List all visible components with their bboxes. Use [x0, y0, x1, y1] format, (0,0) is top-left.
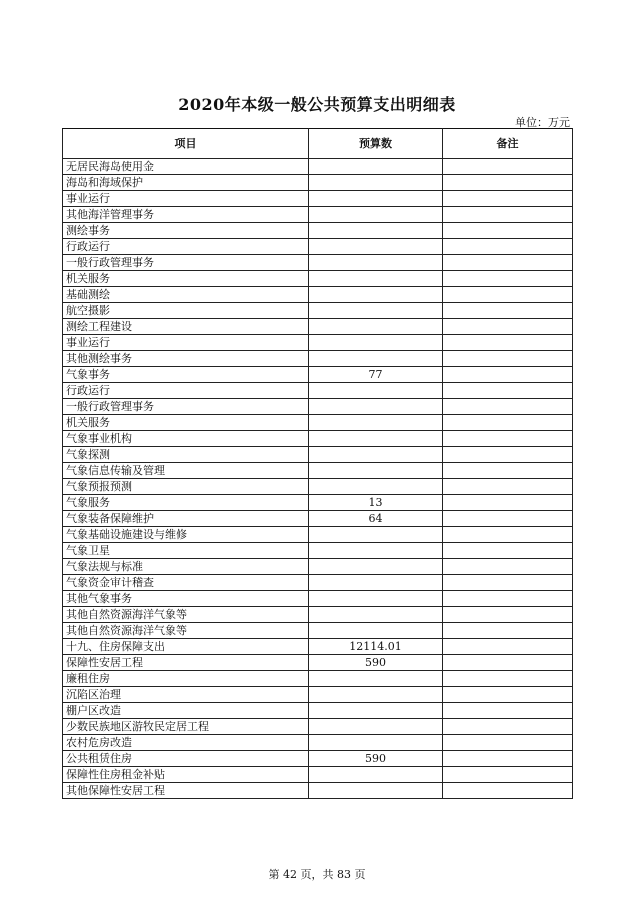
row-item: 少数民族地区游牧民定居工程 [63, 719, 309, 735]
table-row [63, 767, 573, 783]
row-amount [309, 319, 443, 335]
row-note [443, 431, 573, 447]
row-note [443, 399, 573, 415]
table-row [63, 575, 573, 591]
table-row [63, 351, 573, 367]
table-row [63, 447, 573, 463]
column-header-amount: 预算数 [309, 129, 443, 159]
row-amount: 77 [309, 367, 443, 383]
budget-table [62, 128, 573, 799]
row-note [443, 207, 573, 223]
row-item: 其他自然资源海洋气象等 [63, 607, 309, 623]
row-note [443, 719, 573, 735]
row-amount [309, 255, 443, 271]
row-item: 气象事务 [63, 367, 309, 383]
row-note [443, 623, 573, 639]
row-note [443, 527, 573, 543]
row-note [443, 639, 573, 655]
table-row [63, 655, 573, 671]
row-item: 农村危房改造 [63, 735, 309, 751]
row-note [443, 367, 573, 383]
row-item: 一般行政管理事务 [63, 399, 309, 415]
row-item: 气象法规与标准 [63, 559, 309, 575]
row-item: 保障性安居工程 [63, 655, 309, 671]
table-row [63, 159, 573, 175]
row-note [443, 671, 573, 687]
row-amount [309, 783, 443, 799]
row-item: 事业运行 [63, 335, 309, 351]
page-title: 2020年本级一般公共预算支出明细表 [178, 95, 456, 114]
row-amount [309, 671, 443, 687]
row-note [443, 783, 573, 799]
row-item: 机关服务 [63, 415, 309, 431]
row-note [443, 175, 573, 191]
row-item: 气象服务 [63, 495, 309, 511]
row-amount [309, 287, 443, 303]
row-note [443, 575, 573, 591]
row-item: 气象预报预测 [63, 479, 309, 495]
header-row [63, 129, 573, 159]
row-amount [309, 303, 443, 319]
row-amount: 590 [309, 655, 443, 671]
row-amount [309, 623, 443, 639]
table-row [63, 367, 573, 383]
row-amount [309, 527, 443, 543]
row-amount [309, 351, 443, 367]
table-row [63, 687, 573, 703]
row-amount [309, 207, 443, 223]
row-amount [309, 239, 443, 255]
table-row [63, 479, 573, 495]
table-row [63, 223, 573, 239]
row-amount [309, 719, 443, 735]
table-row [63, 527, 573, 543]
table-row [63, 783, 573, 799]
table-row [63, 671, 573, 687]
row-amount [309, 415, 443, 431]
table-row [63, 639, 573, 655]
column-header-note: 备注 [443, 129, 573, 159]
row-amount [309, 159, 443, 175]
row-note [443, 159, 573, 175]
row-note [443, 607, 573, 623]
row-item: 棚户区改造 [63, 703, 309, 719]
row-item: 公共租赁住房 [63, 751, 309, 767]
table-row [63, 543, 573, 559]
row-item: 气象资金审计稽查 [63, 575, 309, 591]
row-note [443, 591, 573, 607]
row-amount [309, 735, 443, 751]
table-row [63, 719, 573, 735]
row-amount: 12114.01 [309, 639, 443, 655]
table-row [63, 175, 573, 191]
row-amount: 590 [309, 751, 443, 767]
row-item: 沉陷区治理 [63, 687, 309, 703]
row-note [443, 303, 573, 319]
row-item: 气象基础设施建设与维修 [63, 527, 309, 543]
row-note [443, 687, 573, 703]
table-row [63, 319, 573, 335]
table-row [63, 255, 573, 271]
row-item: 测绘事务 [63, 223, 309, 239]
row-note [443, 271, 573, 287]
row-note [443, 191, 573, 207]
row-amount [309, 559, 443, 575]
row-item: 无居民海岛使用金 [63, 159, 309, 175]
row-amount [309, 575, 443, 591]
row-item: 事业运行 [63, 191, 309, 207]
table-row [63, 607, 573, 623]
table-row [63, 207, 573, 223]
table-row [63, 415, 573, 431]
row-item: 其他测绘事务 [63, 351, 309, 367]
row-note [443, 287, 573, 303]
row-amount [309, 703, 443, 719]
row-note [443, 255, 573, 271]
row-note [443, 415, 573, 431]
table-row [63, 703, 573, 719]
row-item: 航空摄影 [63, 303, 309, 319]
row-note [443, 383, 573, 399]
row-amount: 13 [309, 495, 443, 511]
row-note [443, 335, 573, 351]
table-row [63, 751, 573, 767]
row-amount [309, 383, 443, 399]
table-row [63, 735, 573, 751]
row-amount [309, 447, 443, 463]
row-item: 其他气象事务 [63, 591, 309, 607]
row-note [443, 559, 573, 575]
row-note [443, 703, 573, 719]
row-item: 十九、住房保障支出 [63, 639, 309, 655]
row-item: 行政运行 [63, 239, 309, 255]
row-amount [309, 767, 443, 783]
row-note [443, 767, 573, 783]
row-item: 基础测绘 [63, 287, 309, 303]
row-item: 气象事业机构 [63, 431, 309, 447]
row-item: 廉租住房 [63, 671, 309, 687]
table-row [63, 495, 573, 511]
row-amount [309, 543, 443, 559]
row-amount [309, 431, 443, 447]
row-note [443, 239, 573, 255]
row-item: 测绘工程建设 [63, 319, 309, 335]
table-row [63, 383, 573, 399]
row-amount [309, 479, 443, 495]
table-row [63, 271, 573, 287]
row-note [443, 495, 573, 511]
row-note [443, 543, 573, 559]
row-item: 海岛和海域保护 [63, 175, 309, 191]
row-amount [309, 687, 443, 703]
row-note [443, 735, 573, 751]
table-row [63, 399, 573, 415]
row-item: 气象装备保障维护 [63, 511, 309, 527]
table-row [63, 303, 573, 319]
row-amount: 64 [309, 511, 443, 527]
table-row [63, 511, 573, 527]
table-row [63, 335, 573, 351]
row-item: 其他自然资源海洋气象等 [63, 623, 309, 639]
table-row [63, 431, 573, 447]
row-note [443, 351, 573, 367]
table-row [63, 559, 573, 575]
table-row [63, 239, 573, 255]
row-amount [309, 463, 443, 479]
column-header-item: 项目 [63, 129, 309, 159]
table-row [63, 191, 573, 207]
row-amount [309, 175, 443, 191]
row-note [443, 751, 573, 767]
row-item: 行政运行 [63, 383, 309, 399]
table-body [63, 159, 573, 799]
row-amount [309, 223, 443, 239]
row-amount [309, 607, 443, 623]
row-amount [309, 591, 443, 607]
row-note [443, 319, 573, 335]
row-item: 其他海洋管理事务 [63, 207, 309, 223]
row-item: 气象卫星 [63, 543, 309, 559]
row-note [443, 463, 573, 479]
row-note [443, 447, 573, 463]
row-item: 其他保障性安居工程 [63, 783, 309, 799]
row-amount [309, 399, 443, 415]
row-amount [309, 335, 443, 351]
page-footer: 第 42 页，共 83 页 [268, 868, 366, 881]
row-note [443, 511, 573, 527]
row-amount [309, 271, 443, 287]
row-amount [309, 191, 443, 207]
unit-label: 单位：万元 [515, 116, 570, 129]
table-row [63, 591, 573, 607]
row-item: 气象信息传输及管理 [63, 463, 309, 479]
row-item: 气象探测 [63, 447, 309, 463]
table-row [63, 623, 573, 639]
table-row [63, 287, 573, 303]
row-note [443, 479, 573, 495]
table-row [63, 463, 573, 479]
row-note [443, 223, 573, 239]
row-note [443, 655, 573, 671]
row-item: 一般行政管理事务 [63, 255, 309, 271]
row-item: 机关服务 [63, 271, 309, 287]
row-item: 保障性住房租金补贴 [63, 767, 309, 783]
